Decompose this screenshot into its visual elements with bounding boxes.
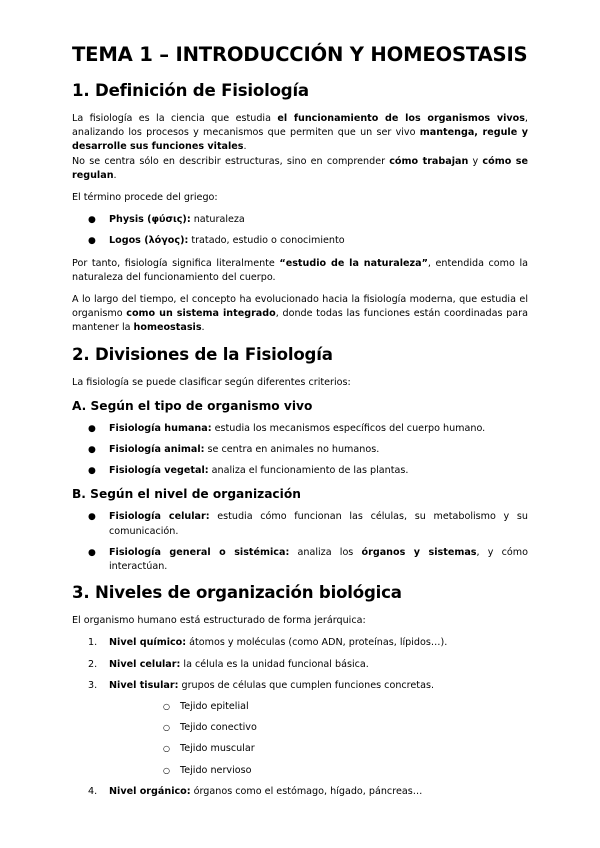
- list-item: 4. Nivel orgánico: órganos como el estómago, hígado, páncreas…: [72, 785, 528, 799]
- list-item: ● Fisiología celular: estudia cómo funcionan las células, su metabolismo y su comunicación.: [88, 511, 528, 537]
- list-item: ● Logos (λόγος): tratado, estudio o conocimiento: [72, 234, 528, 248]
- section-1-heading: 1. Definición de Fisiología: [72, 81, 309, 100]
- bullet-icon: ●: [88, 512, 96, 523]
- organization-level-list: [72, 510, 528, 574]
- list-item: ● Fisiología general o sistémica: analiza los órganos y sistemas, y cómo interactúan.: [88, 546, 529, 573]
- levels-list: [72, 636, 528, 799]
- divisions-intro: La fisiología se puede clasificar según diferentes criterios:: [72, 376, 351, 388]
- item-number: 1.: [88, 637, 98, 649]
- subsection-b-heading: B. Según el nivel de organización: [72, 487, 301, 502]
- bullet-icon: ●: [88, 445, 96, 456]
- list-item: ● Fisiología vegetal: analiza el funcionamiento de las plantas.: [72, 464, 528, 478]
- list-item: ○ Tejido epitelial: [109, 700, 528, 714]
- list-item: 2. Nivel celular: la célula es la unidad funcional básica.: [72, 658, 528, 672]
- circle-bullet-icon: ○: [163, 702, 170, 712]
- bullet-icon: ●: [88, 547, 96, 558]
- meaning-paragraph: Por tanto, fisiología significa literalmente “estudio de la naturaleza”, entendida como la naturaleza del funcionamiento del cuerpo.: [72, 257, 528, 283]
- circle-bullet-icon: ○: [163, 723, 170, 733]
- bullet-icon: ●: [88, 466, 96, 477]
- item-number: 2.: [88, 658, 98, 670]
- list-item: ● Fisiología humana: estudia los mecanismos específicos del cuerpo humano.: [72, 422, 528, 436]
- circle-bullet-icon: ○: [163, 744, 170, 754]
- etymology-list: [72, 213, 528, 248]
- organism-type-list: [72, 422, 528, 479]
- section-2-heading: 2. Divisiones de la Fisiología: [72, 344, 333, 364]
- bullet-icon: ●: [88, 215, 96, 226]
- bullet-icon: ●: [88, 236, 96, 247]
- etymology-intro: El término procede del griego:: [72, 192, 218, 204]
- definition-paragraph: La fisiología es la ciencia que estudia el funcionamiento de los organismos vivos, analizando los procesos y mecanismos que permiten que un ser vivo mantenga, regule y desarrolle sus funciones vitales. No se centra sólo en describir estructuras, sino en comprender cómo trabajan y cómo se regulan.: [72, 113, 529, 181]
- list-item: ● Fisiología animal: se centra en animales no humanos.: [72, 443, 528, 457]
- page-title: TEMA 1 – INTRODUCCIÓN Y HOMEOSTASIS: [72, 43, 528, 66]
- circle-bullet-icon: ○: [163, 765, 170, 775]
- bullet-icon: ●: [88, 423, 96, 434]
- list-item: ○ Tejido conectivo: [109, 721, 528, 735]
- list-item: ○ Tejido nervioso: [109, 764, 528, 778]
- evolution-paragraph: A lo largo del tiempo, el concepto ha evolucionado hacia la fisiología moderna, que estudia el organismo como un sistema integrado, donde todas las funciones están coordinadas para mantener la homeostasis.: [72, 294, 528, 334]
- list-item: 3. Nivel tisular: grupos de células que cumplen funciones concretas. ○ Tejido epitelial ○ Tejido conectivo ○ Tejido muscular ○ Tejido nervioso: [72, 679, 528, 778]
- list-item: ○ Tejido muscular: [109, 742, 528, 756]
- tissue-list: [109, 700, 528, 778]
- subsection-a-heading: A. Según el tipo de organismo vivo: [72, 398, 313, 413]
- levels-intro: El organismo humano está estructurado de forma jerárquica:: [72, 615, 366, 627]
- list-item: ● Physis (φύσις): naturaleza: [72, 213, 528, 227]
- list-item: 1. Nivel químico: átomos y moléculas (como ADN, proteínas, lípidos…).: [72, 636, 528, 650]
- section-3-heading: 3. Niveles de organización biológica: [72, 583, 402, 603]
- item-number: 4.: [88, 785, 98, 797]
- item-number: 3.: [88, 679, 98, 691]
